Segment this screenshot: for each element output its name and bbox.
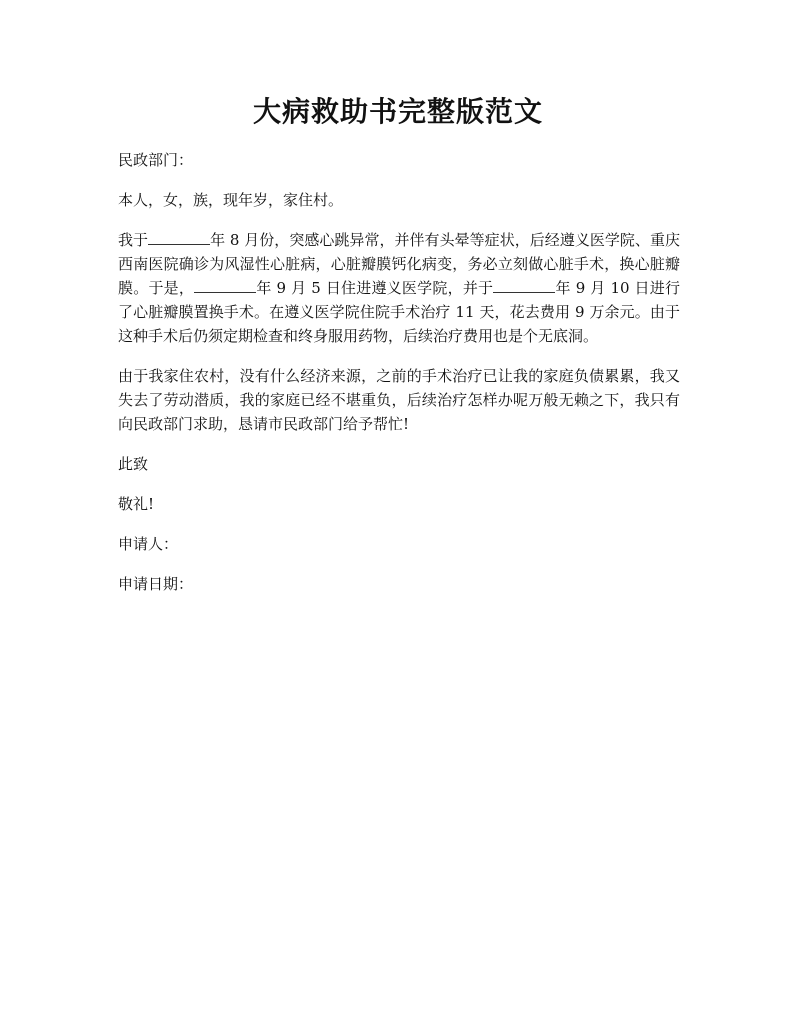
p1-text-2: 年 8 月份，突感心跳异常，并伴有头晕等症状，后经遵义医学院、重庆西南医院确诊为风湿性心脏病，心脏瓣膜钙化病变，务必立刻做心脏手术，换心脏瓣膜。于是， — [118, 231, 680, 297]
year-blank-3 — [493, 278, 555, 293]
closing-line-1: 此致 — [118, 455, 149, 473]
closing-line-2: 敬礼! — [118, 495, 155, 513]
applicant-label: 申请人： — [118, 535, 179, 553]
medical-history-paragraph — [118, 228, 680, 348]
salutation: 民政部门： — [118, 151, 194, 169]
page-title: 大病救助书完整版范文 — [252, 95, 543, 128]
date-label: 申请日期： — [118, 575, 194, 593]
p1-text-4: 年 9 月 10 日进行了心脏瓣膜置换手术。在遵义医学院住院手术治疗 11 天，花去费用 9 万余元。由于这种手术后仍须定期检查和终身服用药物，后续治疗费用也是个无底洞。 — [118, 279, 680, 345]
request-paragraph: 由于我家住农村，没有什么经济来源，之前的手术治疗已让我的家庭负债累累，我又失去了劳动潜质，我的家庭已经不堪重负，后续治疗怎样办呢万般无赖之下，我只有向民政部门求助，恳请市民政部门给予帮忙! — [118, 367, 680, 433]
p1-text-3: 年 9 月 5 日住进遵义医学院，并于 — [256, 279, 494, 297]
document-body — [118, 148, 680, 612]
year-blank-1 — [148, 230, 210, 245]
p1-text-1: 我于 — [118, 231, 149, 249]
year-blank-2 — [194, 278, 256, 293]
intro-paragraph: 本人，女，族，现年岁，家住村。 — [118, 191, 344, 209]
